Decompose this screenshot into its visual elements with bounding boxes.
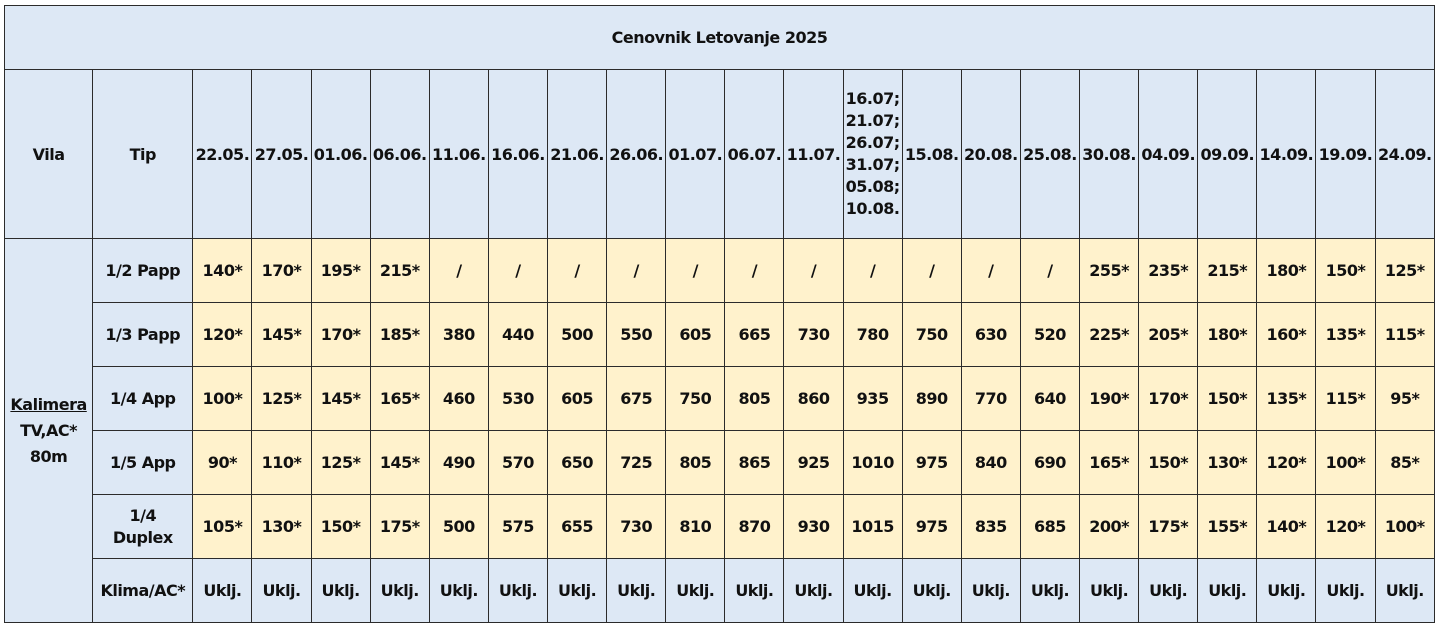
vila-size: 80m — [29, 446, 68, 466]
price-cell: 225* — [1080, 303, 1139, 367]
price-cell: 655 — [548, 495, 607, 559]
header-row — [5, 70, 1435, 239]
price-cell: 770 — [961, 367, 1020, 431]
price-cell: 650 — [548, 431, 607, 495]
vila-name: Kalimera — [10, 394, 87, 414]
price-cell: 730 — [784, 303, 843, 367]
klima-cell: Uklj. — [429, 559, 488, 623]
price-cell: 150* — [1198, 367, 1257, 431]
klima-cell: Uklj. — [902, 559, 961, 623]
price-cell: 870 — [725, 495, 784, 559]
price-cell: 125* — [252, 367, 311, 431]
price-cell: / — [666, 239, 725, 303]
header-date: 30.08. — [1080, 70, 1139, 239]
price-cell: 145* — [370, 431, 429, 495]
header-date: 16.06. — [488, 70, 547, 239]
header-date — [843, 70, 902, 239]
price-cell: 170* — [1139, 367, 1198, 431]
price-cell: / — [607, 239, 666, 303]
price-cell: 865 — [725, 431, 784, 495]
row-type: 1/4 App — [93, 367, 193, 431]
vila-cell — [5, 239, 93, 623]
price-cell: 140* — [1257, 495, 1316, 559]
price-cell: 235* — [1139, 239, 1198, 303]
price-cell: 550 — [607, 303, 666, 367]
price-cell: 125* — [311, 431, 370, 495]
price-cell: 530 — [488, 367, 547, 431]
price-cell: / — [725, 239, 784, 303]
header-date-line: 21.07; — [845, 111, 900, 130]
klima-cell: Uklj. — [843, 559, 902, 623]
table-row — [5, 239, 1435, 303]
header-date: 14.09. — [1257, 70, 1316, 239]
price-cell: / — [961, 239, 1020, 303]
row-type-line: 1/4 — [129, 505, 157, 525]
price-cell: 135* — [1316, 303, 1375, 367]
klima-cell: Uklj. — [252, 559, 311, 623]
price-cell: 780 — [843, 303, 902, 367]
table-row — [5, 495, 1435, 559]
klima-cell: Uklj. — [784, 559, 843, 623]
klima-cell: Uklj. — [961, 559, 1020, 623]
price-cell: 85* — [1375, 431, 1434, 495]
price-cell: 640 — [1020, 367, 1079, 431]
price-cell: / — [1020, 239, 1079, 303]
header-date: 06.06. — [370, 70, 429, 239]
header-vila: Vila — [5, 70, 93, 239]
header-date: 09.09. — [1198, 70, 1257, 239]
price-cell: / — [488, 239, 547, 303]
price-cell: 105* — [193, 495, 252, 559]
price-cell: 750 — [902, 303, 961, 367]
price-cell: 120* — [1316, 495, 1375, 559]
price-cell: 930 — [784, 495, 843, 559]
klima-cell: Uklj. — [548, 559, 607, 623]
price-cell: 805 — [725, 367, 784, 431]
price-cell: 810 — [666, 495, 725, 559]
table-row — [5, 303, 1435, 367]
header-date: 22.05. — [193, 70, 252, 239]
price-cell: 500 — [548, 303, 607, 367]
price-cell: 100* — [193, 367, 252, 431]
klima-cell: Uklj. — [1020, 559, 1079, 623]
price-cell: 460 — [429, 367, 488, 431]
price-cell: 110* — [252, 431, 311, 495]
row-type — [93, 495, 193, 559]
price-cell: 840 — [961, 431, 1020, 495]
price-cell: 170* — [252, 239, 311, 303]
price-cell: 145* — [311, 367, 370, 431]
price-cell: 155* — [1198, 495, 1257, 559]
price-cell: 175* — [1139, 495, 1198, 559]
header-date-line: 16.07; — [845, 89, 900, 108]
price-cell: 100* — [1316, 431, 1375, 495]
price-table-body — [5, 6, 1435, 623]
price-cell: / — [843, 239, 902, 303]
header-date-line: 26.07; — [845, 133, 900, 152]
header-date: 15.08. — [902, 70, 961, 239]
price-cell: 605 — [548, 367, 607, 431]
header-tip: Tip — [93, 70, 193, 239]
row-type-line: Duplex — [112, 527, 173, 547]
price-cell: / — [548, 239, 607, 303]
header-date: 04.09. — [1139, 70, 1198, 239]
header-date: 01.06. — [311, 70, 370, 239]
row-type: 1/2 Papp — [93, 239, 193, 303]
price-cell: 205* — [1139, 303, 1198, 367]
klima-cell: Uklj. — [1316, 559, 1375, 623]
price-cell: 185* — [370, 303, 429, 367]
price-cell: / — [784, 239, 843, 303]
table-title: Cenovnik Letovanje 2025 — [5, 6, 1435, 70]
price-cell: 145* — [252, 303, 311, 367]
price-cell: 160* — [1257, 303, 1316, 367]
price-cell: 165* — [370, 367, 429, 431]
klima-cell: Uklj. — [311, 559, 370, 623]
header-date: 20.08. — [961, 70, 1020, 239]
price-cell: / — [902, 239, 961, 303]
row-type: 1/5 App — [93, 431, 193, 495]
price-cell: 200* — [1080, 495, 1139, 559]
price-cell: 675 — [607, 367, 666, 431]
price-cell: 440 — [488, 303, 547, 367]
price-cell: 180* — [1198, 303, 1257, 367]
klima-cell: Uklj. — [666, 559, 725, 623]
price-cell: / — [429, 239, 488, 303]
price-cell: 975 — [902, 495, 961, 559]
price-cell: 150* — [311, 495, 370, 559]
price-cell: 975 — [902, 431, 961, 495]
price-cell: 665 — [725, 303, 784, 367]
header-date: 21.06. — [548, 70, 607, 239]
price-cell: 150* — [1316, 239, 1375, 303]
header-date: 11.07. — [784, 70, 843, 239]
price-cell: 140* — [193, 239, 252, 303]
header-date-line: 05.08; — [845, 177, 900, 196]
price-cell: 490 — [429, 431, 488, 495]
price-cell: 1015 — [843, 495, 902, 559]
price-cell: 90* — [193, 431, 252, 495]
price-cell: 170* — [311, 303, 370, 367]
price-cell: 125* — [1375, 239, 1434, 303]
price-cell: 570 — [488, 431, 547, 495]
price-cell: 115* — [1316, 367, 1375, 431]
price-cell: 120* — [193, 303, 252, 367]
price-cell: 500 — [429, 495, 488, 559]
price-cell: 690 — [1020, 431, 1079, 495]
price-cell: 215* — [1198, 239, 1257, 303]
table-row — [5, 367, 1435, 431]
price-cell: 175* — [370, 495, 429, 559]
price-cell: 605 — [666, 303, 725, 367]
header-date: 26.06. — [607, 70, 666, 239]
price-cell: 150* — [1139, 431, 1198, 495]
price-cell: 120* — [1257, 431, 1316, 495]
klima-row — [5, 559, 1435, 623]
klima-label: Klima/AC* — [93, 559, 193, 623]
klima-cell: Uklj. — [1198, 559, 1257, 623]
header-date: 25.08. — [1020, 70, 1079, 239]
price-cell: 130* — [1198, 431, 1257, 495]
price-cell: 130* — [252, 495, 311, 559]
price-cell: 835 — [961, 495, 1020, 559]
price-table — [4, 5, 1435, 623]
price-cell: 1010 — [843, 431, 902, 495]
price-cell: 135* — [1257, 367, 1316, 431]
vila-features: TV,AC* — [20, 420, 77, 440]
header-date: 24.09. — [1375, 70, 1434, 239]
price-cell: 190* — [1080, 367, 1139, 431]
price-cell: 165* — [1080, 431, 1139, 495]
price-cell: 195* — [311, 239, 370, 303]
price-cell: 215* — [370, 239, 429, 303]
price-cell: 860 — [784, 367, 843, 431]
price-cell: 935 — [843, 367, 902, 431]
header-date: 27.05. — [252, 70, 311, 239]
price-cell: 180* — [1257, 239, 1316, 303]
klima-cell: Uklj. — [193, 559, 252, 623]
price-cell: 520 — [1020, 303, 1079, 367]
price-cell: 100* — [1375, 495, 1434, 559]
price-cell: 630 — [961, 303, 1020, 367]
price-cell: 685 — [1020, 495, 1079, 559]
header-date-line: 31.07; — [845, 155, 900, 174]
price-cell: 115* — [1375, 303, 1434, 367]
table-row — [5, 431, 1435, 495]
header-date: 01.07. — [666, 70, 725, 239]
klima-cell: Uklj. — [1139, 559, 1198, 623]
klima-cell: Uklj. — [1375, 559, 1434, 623]
row-type: 1/3 Papp — [93, 303, 193, 367]
price-cell: 255* — [1080, 239, 1139, 303]
klima-cell: Uklj. — [1080, 559, 1139, 623]
price-cell: 890 — [902, 367, 961, 431]
header-date-line: 10.08. — [845, 199, 900, 218]
price-cell: 925 — [784, 431, 843, 495]
klima-cell: Uklj. — [488, 559, 547, 623]
price-cell: 725 — [607, 431, 666, 495]
price-cell: 575 — [488, 495, 547, 559]
header-date: 06.07. — [725, 70, 784, 239]
price-cell: 750 — [666, 367, 725, 431]
klima-cell: Uklj. — [607, 559, 666, 623]
price-cell: 95* — [1375, 367, 1434, 431]
header-date: 11.06. — [429, 70, 488, 239]
klima-cell: Uklj. — [370, 559, 429, 623]
klima-cell: Uklj. — [1257, 559, 1316, 623]
klima-cell: Uklj. — [725, 559, 784, 623]
price-cell: 805 — [666, 431, 725, 495]
price-cell: 730 — [607, 495, 666, 559]
price-cell: 380 — [429, 303, 488, 367]
title-row — [5, 6, 1435, 70]
header-date: 19.09. — [1316, 70, 1375, 239]
